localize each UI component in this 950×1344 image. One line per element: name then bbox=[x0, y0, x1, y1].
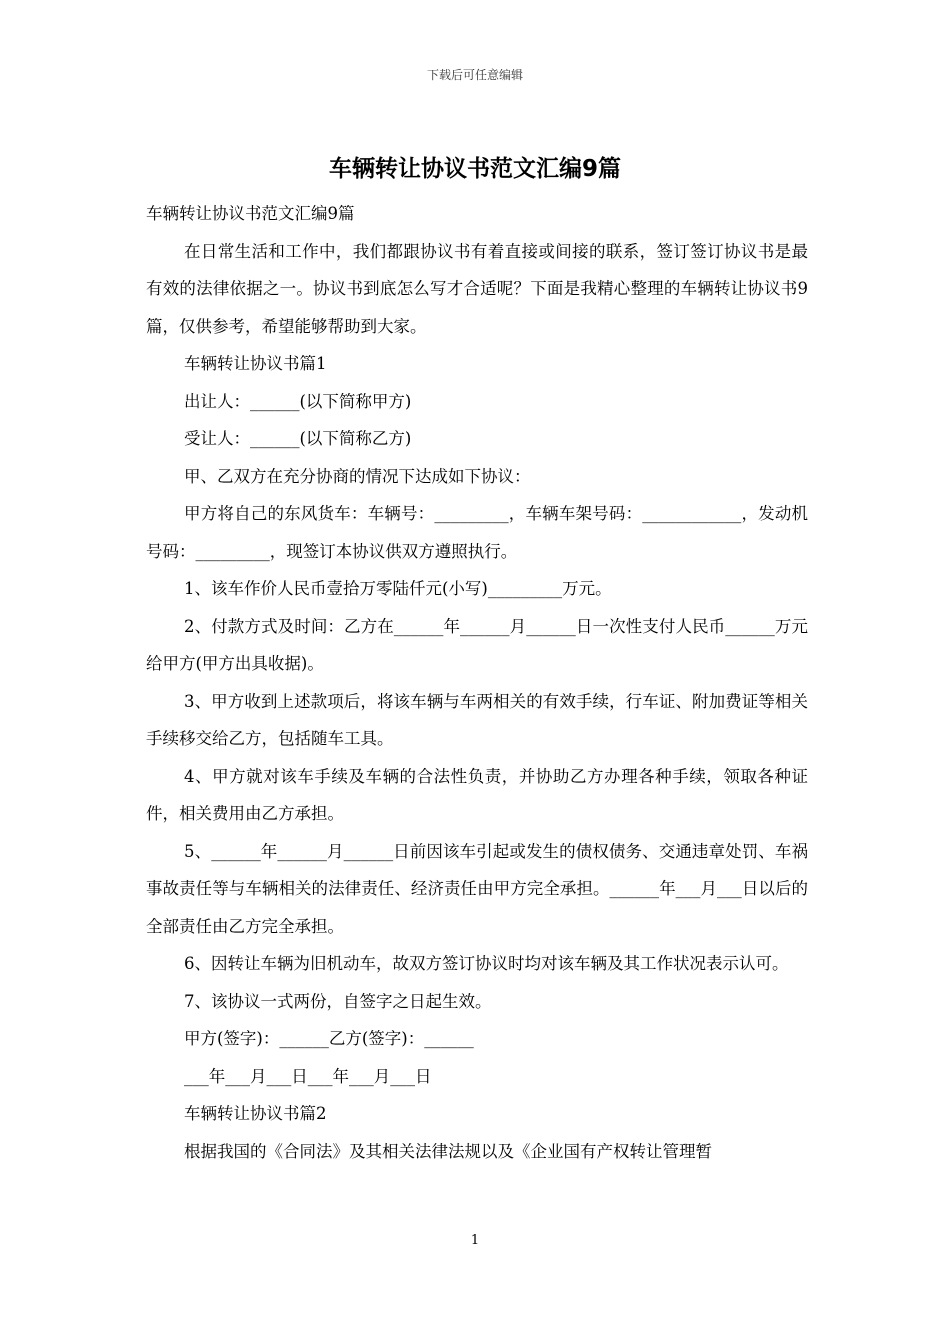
vehicle-info-paragraph: 甲方将自己的东风货车：车辆号：_________，车辆车架号码：____________，发动机号码：_________，现签订本协议供双方遵照执行。 bbox=[146, 504, 808, 561]
header-note: 下载后可任意编辑 bbox=[426, 68, 523, 82]
clause-4: 4、甲方就对该车手续及车辆的合法性负责，并协助乙方办理各种手续，领取各种证件，相关费用由乙方承担。 bbox=[146, 766, 808, 823]
document-title: 车辆转让协议书范文汇编9篇 bbox=[328, 156, 621, 182]
clause-5: 5、______年______月______日前因该车引起或发生的债权债务、交通违章处罚、车祸事故责任等与车辆相关的法律责任、经济责任由甲方完全承担。______年___月___日以后的全部责任由乙方完全承担。 bbox=[146, 841, 808, 936]
transferor-line: 出让人：______(以下简称甲方) bbox=[184, 391, 412, 411]
document-body bbox=[146, 195, 808, 1170]
clause-7: 7、该协议一式两份，自签字之日起生效。 bbox=[184, 991, 492, 1011]
clause-3: 3、甲方收到上述款项后，将该车辆与车两相关的有效手续，行车证、附加费证等相关手续移交给乙方，包括随车工具。 bbox=[146, 691, 808, 748]
section-heading-1: 车辆转让协议书篇1 bbox=[184, 354, 327, 373]
signature-line: 甲方(签字)：______乙方(签字)：______ bbox=[184, 1029, 474, 1048]
clause-6: 6、因转让车辆为旧机动车，故双方签订协议时均对该车辆及其工作状况表示认可。 bbox=[184, 954, 789, 973]
section-heading-2: 车辆转让协议书篇2 bbox=[184, 1104, 327, 1123]
page-number: 1 bbox=[470, 1233, 480, 1248]
date-line: ___年___月___日___年___月___日 bbox=[184, 1066, 432, 1086]
agreement-intro: 甲、乙双方在充分协商的情况下达成如下协议： bbox=[184, 466, 531, 486]
clause-1: 1、该车作价人民币壹拾万零陆仟元(小写)_________万元。 bbox=[184, 579, 612, 598]
subtitle-paragraph: 车辆转让协议书范文汇编9篇 bbox=[146, 204, 355, 223]
intro-paragraph: 在日常生活和工作中，我们都跟协议书有着直接或间接的联系，签订签订协议书是最有效的法律依据之一。协议书到底怎么写才合适呢？下面是我精心整理的车辆转让协议书9篇，仅供参考，希望能够帮助到大家。 bbox=[146, 241, 808, 336]
section-2-paragraph: 根据我国的《合同法》及其相关法律法规以及《企业国有产权转让管理暂 bbox=[184, 1141, 712, 1161]
transferee-line: 受让人：______(以下简称乙方) bbox=[184, 429, 412, 448]
clause-2: 2、付款方式及时间：乙方在______年______月______日一次性支付人民币______万元给甲方(甲方出具收据)。 bbox=[146, 616, 808, 673]
